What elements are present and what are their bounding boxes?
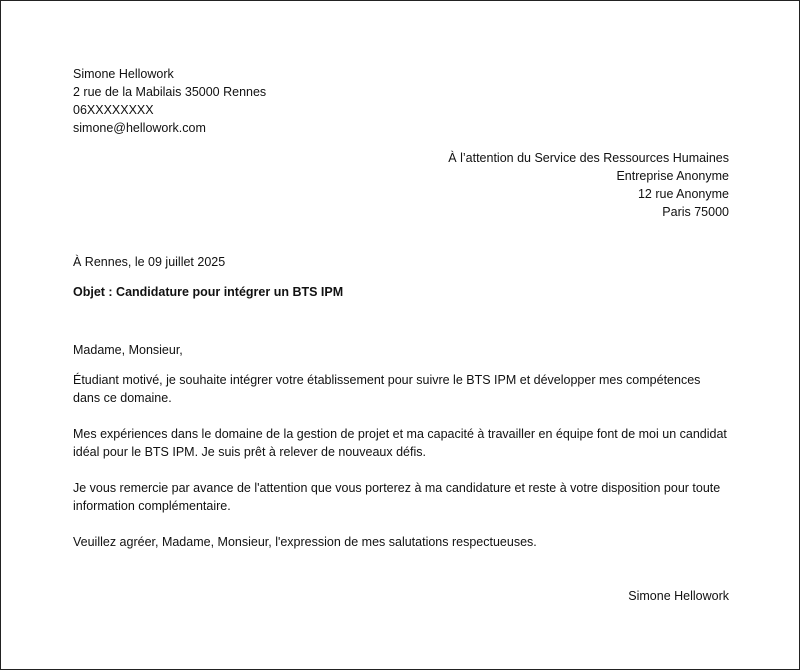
- body-paragraph-3: [73, 479, 729, 515]
- paragraph-text-2: Mes expériences dans le domaine de la gestion de projet et ma capacité à travailler en équipe font de moi un candidat idéal pour le BTS IPM. Je suis prêt à relever de nouveaux défis.: [73, 427, 727, 459]
- paragraph-text-1: Étudiant motivé, je souhaite intégrer votre établissement pour suivre le BTS IPM et développer mes compétences dans ce domaine.: [73, 373, 701, 405]
- recipient-block: [73, 149, 729, 221]
- place-date: [73, 253, 729, 271]
- subject-line: [73, 283, 729, 301]
- signature-text: Simone Hellowork: [628, 589, 729, 603]
- recipient-attention: À l’attention du Service des Ressources Humaines: [448, 151, 729, 165]
- salutation: [73, 341, 729, 359]
- paragraph-text-3: Je vous remercie par avance de l'attention que vous porterez à ma candidature et reste à votre disposition pour toute information complémentaire.: [73, 481, 721, 513]
- closing-paragraph: [73, 533, 729, 551]
- recipient-company: Entreprise Anonyme: [616, 169, 729, 183]
- sender-email: simone@hellowork.com: [73, 121, 206, 135]
- sender-name: Simone Hellowork: [73, 67, 174, 81]
- recipient-city: Paris 75000: [662, 205, 729, 219]
- recipient-street: 12 rue Anonyme: [637, 187, 729, 201]
- body-paragraph-1: [73, 371, 729, 407]
- paragraph-text-4: Veuillez agréer, Madame, Monsieur, l'expression de mes salutations respectueuses.: [73, 535, 537, 549]
- salutation-text: Madame, Monsieur,: [73, 343, 183, 357]
- sender-address: 2 rue de la Mabilais 35000 Rennes: [73, 85, 267, 99]
- subject-text: Objet : Candidature pour intégrer un BTS IPM: [73, 285, 344, 299]
- place-date-text: À Rennes, le 09 juillet 2025: [73, 255, 226, 269]
- sender-phone: 06XXXXXXXX: [73, 103, 154, 117]
- signature: [73, 587, 729, 605]
- body-paragraph-2: [73, 425, 729, 461]
- sender-block: [73, 65, 729, 137]
